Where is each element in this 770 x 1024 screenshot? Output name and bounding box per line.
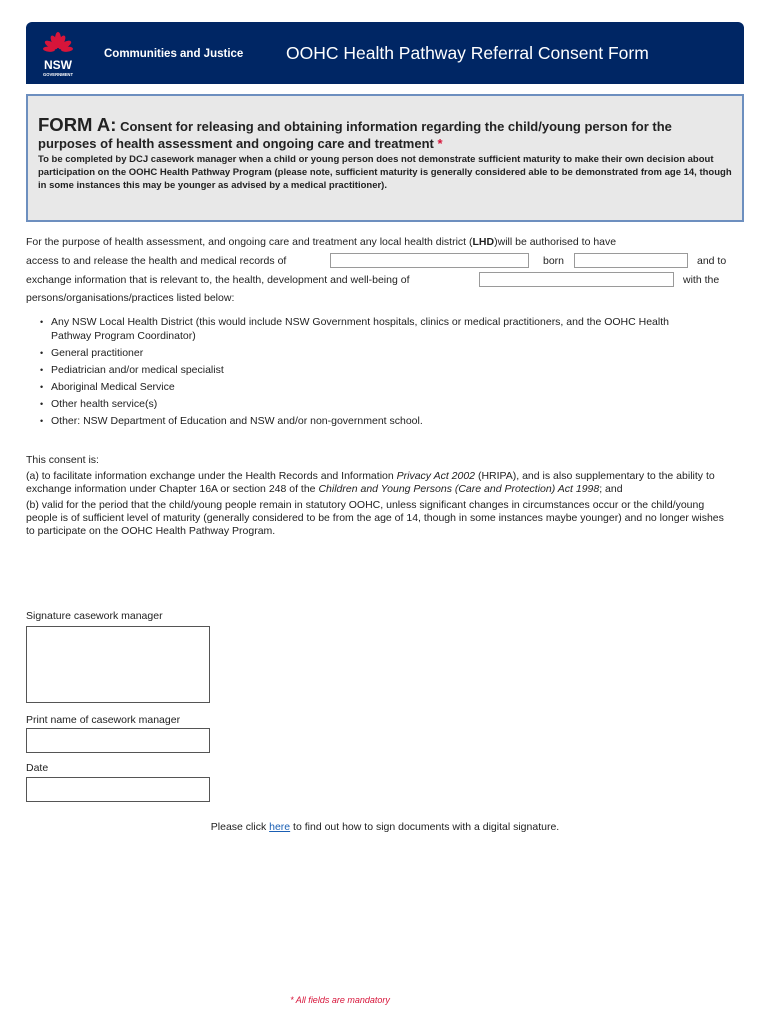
list-item: • Aboriginal Medical Service (38, 380, 708, 394)
print-name-label: Print name of casework manager (26, 714, 181, 726)
clause-a-text-3: ; and (599, 483, 623, 495)
nsw-waratah-logo (36, 29, 80, 79)
here-link[interactable]: here (269, 821, 291, 833)
consent-section (26, 454, 726, 541)
consent-intro: This consent is: (26, 454, 99, 466)
list-item: • Pediatrician and/or medical specialist (38, 363, 708, 377)
form-title: OOHC Health Pathway Referral Consent Form (286, 43, 649, 63)
help-text-post: to find out how to sign documents with a digital signature. (290, 821, 560, 833)
required-marker: * (437, 136, 443, 151)
act-name-care-protection: Children and Young Persons (Care and Protection) Act 1998 (318, 483, 600, 495)
signature-label: Signature casework manager (26, 610, 163, 622)
intro-line-4: persons/organisations/practices listed below: (26, 292, 235, 304)
clause-a-text-1: (a) to facilitate information exchange under the Health Records and Information (26, 470, 397, 482)
form-a-panel (26, 94, 744, 222)
list-item: • Other: NSW Department of Education and NSW and/or non-government school. (38, 414, 708, 428)
list-item: • Any NSW Local Health District (this would include NSW Government hospitals, clinics or medical practitioners, and the OOHC Health Pathway Program Coordinator) (38, 315, 708, 343)
with-the-label: with the (683, 274, 720, 286)
logo-text: NSW (44, 58, 72, 72)
signature-field[interactable] (26, 626, 210, 703)
wellbeing-name-input[interactable] (479, 272, 674, 287)
intro-line-1: For the purpose of health assessment, and ongoing care and treatment any local health district (LHD)will be authorised to have (26, 236, 617, 248)
help-text-pre: Please click (210, 821, 270, 833)
date-of-birth-input[interactable] (574, 253, 688, 268)
act-name-hripa: Privacy Act 2002 (396, 470, 476, 482)
date-label: Date (26, 762, 49, 774)
and-to-label: and to (697, 255, 727, 267)
list-item: • General practitioner (38, 346, 708, 360)
consent-clause-a (26, 470, 726, 496)
print-name-input[interactable] (26, 728, 210, 753)
date-input[interactable] (26, 777, 210, 802)
logo-subtext: GOVERNMENT (42, 72, 74, 77)
lhd-abbrev: LHD (472, 236, 495, 248)
form-a-heading-text: Consent for releasing and obtaining information regarding the child/young person for the purposes of health assessment and ongoing care and treatment (38, 119, 672, 151)
list-item: • Other health service(s) (38, 397, 708, 411)
born-label: born (543, 255, 565, 267)
services-list (38, 315, 708, 431)
form-a-label: FORM A: (38, 114, 117, 135)
mandatory-footnote-text: * All fields are mandatory (290, 995, 390, 1005)
page-header (26, 22, 744, 84)
intro-line-2: access to and release the health and medical records of (26, 255, 287, 267)
clause-a-text-2: (HRIPA), and is also supplementary to the ability to exchange information under Chapter 16A or section 248 of the (26, 470, 715, 495)
department-name: Communities and Justice (104, 48, 244, 60)
intro-line-3: exchange information that is relevant to, the health, development and well-being of (26, 274, 410, 286)
child-name-input[interactable] (330, 253, 529, 268)
consent-clause-b: (b) valid for the period that the child/young people remain in statutory OOHC, unless significant changes in circumstances occur or the child/young people is of sufficient level of maturity (generally considered to be from the age of 14, though in some instances maybe younger) and no longer wishes to participate on the OOHC Health Pathway Program. (26, 499, 724, 537)
form-a-heading (38, 116, 732, 152)
mandatory-footnote (0, 995, 770, 1005)
form-a-note: To be completed by DCJ casework manager when a child or young person does not demonstrate sufficient maturity to make their own decision about participation on the OOHC Health Pathway Program (please note, sufficient maturity is generally considered able to be demonstrated from age 14, though in some instances this may be younger as advised by a medical practitioner). (38, 154, 732, 191)
digital-signature-help (0, 821, 770, 833)
